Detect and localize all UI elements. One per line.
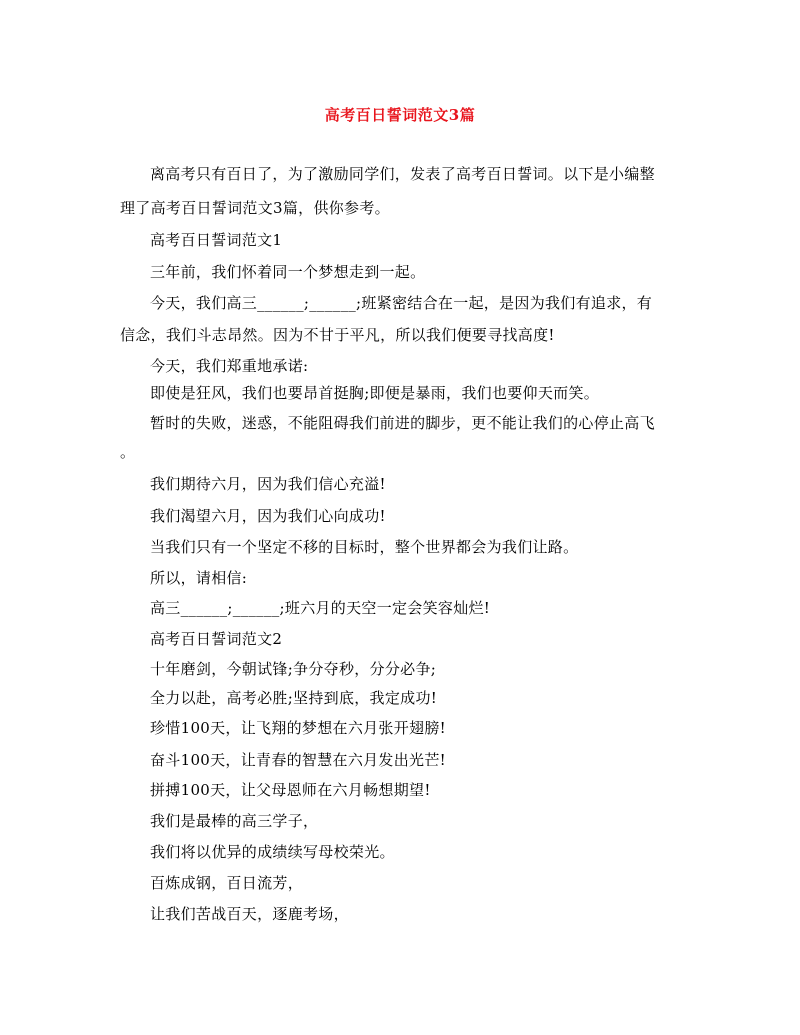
section-heading: 高考百日誓词范文1 xyxy=(150,231,283,249)
paragraph-line: 我们渴望六月，因为我们心向成功! xyxy=(150,507,386,525)
paragraph-line: 今天，我们郑重地承诺: xyxy=(150,357,309,375)
paragraph-line: 百炼成钢，百日流芳， xyxy=(150,874,304,892)
paragraph-line: 我们将以优异的成绩续写母校荣光。 xyxy=(150,843,395,861)
paragraph-line: 全力以赴，高考必胜;坚持到底，我定成功! xyxy=(150,689,438,707)
paragraph-line: 十年磨剑，今朝试锋;争分夺秒，分分必争; xyxy=(150,660,437,678)
paragraph-line: 三年前，我们怀着同一个梦想走到一起。 xyxy=(150,263,426,281)
paragraph-line: 今天，我们高三______;______;班紧密结合在一起，是因为我们有追求，有 xyxy=(150,294,653,312)
paragraph-line: 拼搏100天，让父母恩师在六月畅想期望! xyxy=(150,781,431,799)
paragraph-line: 奋斗100天，让青春的智慧在六月发出光芒! xyxy=(150,751,446,769)
paragraph-line: 我们期待六月，因为我们信心充溢! xyxy=(150,475,386,493)
paragraph-line: 让我们苦战百天，逐鹿考场， xyxy=(150,905,349,923)
page-title: 高考百日誓词范文3篇 xyxy=(324,106,476,124)
paragraph-line: 离高考只有百日了，为了激励同学们，发表了高考百日誓词。以下是小编整 xyxy=(150,165,655,183)
paragraph-line: 高三______;______;班六月的天空一定会笑容灿烂! xyxy=(150,599,491,617)
paragraph-line: 理了高考百日誓词范文3篇，供你参考。 xyxy=(120,199,390,217)
paragraph-line: 所以，请相信: xyxy=(150,569,248,587)
section-heading: 高考百日誓词范文2 xyxy=(150,630,283,648)
paragraph-line: 信念，我们斗志昂然。因为不甘于平凡，所以我们便要寻找高度! xyxy=(120,326,555,344)
paragraph-line: 即使是狂风，我们也要昂首挺胸;即便是暴雨，我们也要仰天而笑。 xyxy=(150,384,600,402)
paragraph-line: 暂时的失败，迷惑，不能阻碍我们前进的脚步，更不能让我们的心停止高飞 xyxy=(150,414,655,432)
paragraph-line: 我们是最棒的高三学子， xyxy=(150,812,319,830)
paragraph-line: 当我们只有一个坚定不移的目标时，整个世界都会为我们让路。 xyxy=(150,538,579,556)
paragraph-line: 。 xyxy=(120,443,136,461)
paragraph-line: 珍惜100天，让飞翔的梦想在六月张开翅膀! xyxy=(150,719,446,737)
